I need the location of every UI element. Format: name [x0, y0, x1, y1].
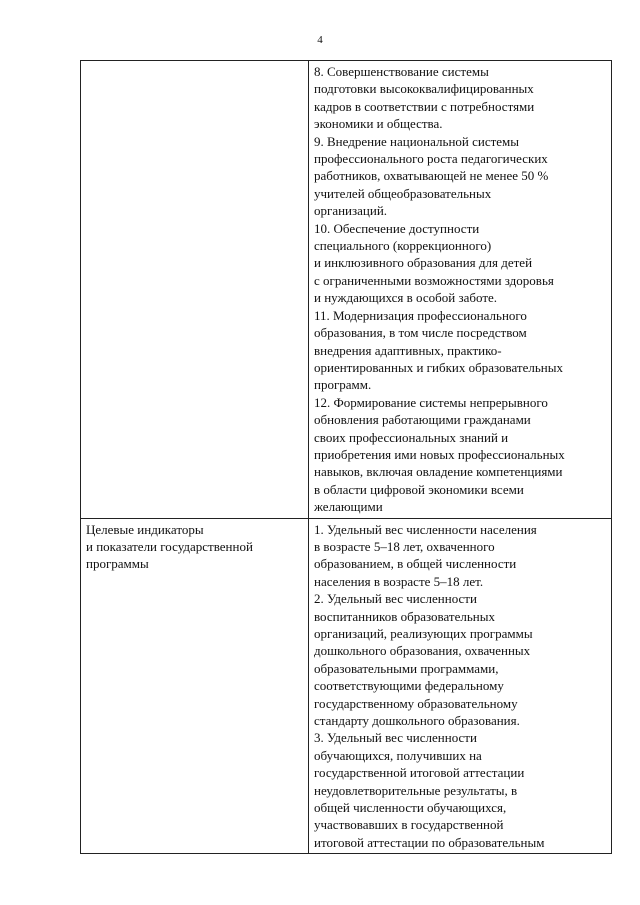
text-line: навыков, включая овладение компетенциями [314, 464, 563, 480]
text-line: воспитанников образовательных [314, 608, 495, 624]
text-line: профессионального роста педагогических [314, 151, 548, 167]
text-line: внедрения адаптивных, практико- [314, 342, 502, 358]
text-line: дошкольного образования, охваченных [314, 643, 531, 659]
program-passport-table [80, 60, 612, 854]
text-line: 3. Удельный вес численности [314, 730, 477, 746]
row-label-cell [81, 61, 309, 519]
text-line: соответствующими федеральному [314, 678, 504, 694]
text-line: в возрасте 5–18 лет, охваченного [314, 538, 495, 554]
text-line: в области цифровой экономики всеми [314, 481, 524, 497]
label-line: программы [86, 556, 149, 572]
text-line: учителей общеобразовательных [314, 185, 492, 201]
text-line: образовательными программами, [314, 660, 499, 676]
text-line: экономики и общества. [314, 116, 443, 132]
text-line: 11. Модернизация профессионального [314, 307, 527, 323]
text-line: желающими [314, 499, 383, 515]
row-content-cell [309, 61, 612, 519]
text-line: подготовки высококвалифицированных [314, 81, 534, 97]
text-line: 1. Удельный вес численности населения [314, 521, 537, 537]
page-number: 4 [317, 34, 323, 46]
text-line: и нуждающихся в особой заботе. [314, 290, 498, 306]
text-line: своих профессиональных знаний и [314, 429, 509, 445]
text-line: работников, охватывающей не менее 50 % [314, 168, 549, 184]
text-line: организаций. [314, 203, 388, 219]
text-line: государственному образовательному [314, 695, 518, 711]
text-line: итоговой аттестации по образовательным [314, 834, 545, 850]
text-line: ориентированных и гибких образовательных [314, 359, 563, 375]
text-line: 9. Внедрение национальной системы [314, 133, 520, 149]
text-line: обновления работающими гражданами [314, 412, 531, 428]
text-line: 8. Совершенствование системы [314, 64, 489, 79]
text-line: населения в возрасте 5–18 лет. [314, 573, 484, 589]
text-line: 2. Удельный вес численности [314, 591, 477, 607]
text-line: образования, в том числе посредством [314, 325, 527, 341]
text-line: государственной итоговой аттестации [314, 765, 525, 781]
text-line: стандарту дошкольного образования. [314, 713, 520, 729]
row-content-cell [309, 518, 612, 854]
text-line: образованием, в общей численности [314, 556, 517, 572]
text-line: специального (коррекционного) [314, 238, 492, 254]
label-line: Целевые индикаторы [86, 521, 204, 537]
text-line: участвовавших в государственной [314, 817, 504, 833]
text-line: приобретения ими новых профессиональных [314, 446, 565, 462]
text-line: организаций, реализующих программы [314, 626, 533, 641]
text-line: кадров в соответствии с потребностями [314, 98, 535, 114]
text-line: и инклюзивного образования для детей [314, 255, 533, 271]
text-line: обучающихся, получивших на [314, 747, 482, 763]
text-line: 10. Обеспечение доступности [314, 220, 480, 236]
text-line: программ. [314, 377, 372, 393]
table-row [81, 518, 612, 854]
table-row [81, 61, 612, 519]
text-line: 12. Формирование системы непрерывного [314, 394, 548, 410]
text-line: неудовлетворительные результаты, в [314, 782, 518, 798]
text-line: с ограниченными возможностями здоровья [314, 272, 554, 288]
row-label-cell [81, 518, 309, 854]
label-line: и показатели государственной [86, 538, 253, 554]
text-line: общей численности обучающихся, [314, 800, 507, 816]
